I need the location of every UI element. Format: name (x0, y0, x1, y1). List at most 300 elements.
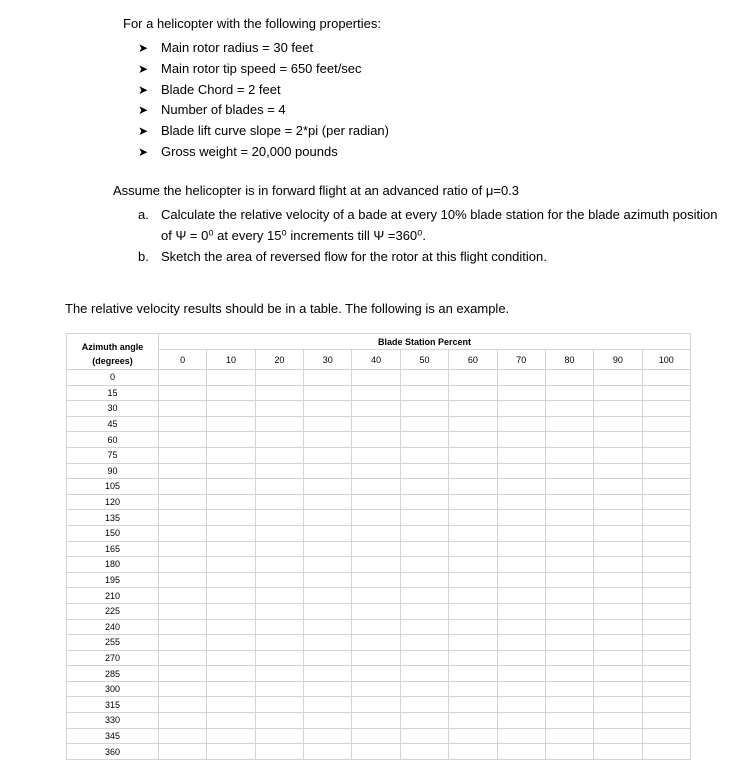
velocity-cell[interactable] (255, 619, 303, 635)
velocity-cell[interactable] (642, 370, 690, 386)
velocity-cell[interactable] (207, 541, 255, 557)
velocity-cell[interactable] (497, 447, 545, 463)
velocity-cell[interactable] (255, 713, 303, 729)
velocity-cell[interactable] (497, 432, 545, 448)
velocity-cell[interactable] (497, 479, 545, 495)
azimuth-cell: 45 (67, 416, 159, 432)
velocity-cell[interactable] (594, 650, 642, 666)
velocity-cell[interactable] (255, 603, 303, 619)
velocity-cell[interactable] (400, 557, 448, 573)
velocity-cell[interactable] (400, 416, 448, 432)
velocity-cell[interactable] (497, 557, 545, 573)
task-item (138, 204, 718, 246)
velocity-cell[interactable] (207, 525, 255, 541)
velocity-cell[interactable] (352, 525, 400, 541)
velocity-cell[interactable] (255, 650, 303, 666)
velocity-cell[interactable] (545, 697, 593, 713)
velocity-cell[interactable] (594, 635, 642, 651)
azimuth-cell: 210 (67, 588, 159, 604)
velocity-cell[interactable] (255, 463, 303, 479)
velocity-cell[interactable] (352, 494, 400, 510)
velocity-cell[interactable] (642, 416, 690, 432)
velocity-cell[interactable] (304, 666, 352, 682)
velocity-cell[interactable] (255, 635, 303, 651)
velocity-cell[interactable] (400, 635, 448, 651)
velocity-cell[interactable] (207, 385, 255, 401)
velocity-cell[interactable] (449, 650, 497, 666)
velocity-cell[interactable] (497, 666, 545, 682)
velocity-cell[interactable] (352, 385, 400, 401)
velocity-cell[interactable] (449, 447, 497, 463)
velocity-cell[interactable] (207, 713, 255, 729)
velocity-cell[interactable] (352, 588, 400, 604)
velocity-cell[interactable] (545, 385, 593, 401)
velocity-cell[interactable] (594, 463, 642, 479)
velocity-cell[interactable] (352, 510, 400, 526)
velocity-cell[interactable] (449, 370, 497, 386)
velocity-cell[interactable] (400, 713, 448, 729)
velocity-cell[interactable] (449, 510, 497, 526)
velocity-cell[interactable] (400, 510, 448, 526)
velocity-cell[interactable] (642, 541, 690, 557)
velocity-cell[interactable] (207, 572, 255, 588)
velocity-cell[interactable] (594, 666, 642, 682)
velocity-cell[interactable] (352, 416, 400, 432)
velocity-cell[interactable] (352, 370, 400, 386)
velocity-cell[interactable] (207, 588, 255, 604)
velocity-cell[interactable] (545, 370, 593, 386)
velocity-cell[interactable] (594, 744, 642, 760)
velocity-cell[interactable] (642, 588, 690, 604)
velocity-cell[interactable] (497, 619, 545, 635)
velocity-cell[interactable] (449, 619, 497, 635)
velocity-cell[interactable] (449, 728, 497, 744)
velocity-cell[interactable] (642, 619, 690, 635)
velocity-cell[interactable] (207, 697, 255, 713)
velocity-cell[interactable] (400, 697, 448, 713)
velocity-cell[interactable] (594, 525, 642, 541)
velocity-cell[interactable] (159, 619, 207, 635)
velocity-cell[interactable] (304, 479, 352, 495)
velocity-cell[interactable] (159, 603, 207, 619)
azimuth-cell: 315 (67, 697, 159, 713)
station-header: 80 (545, 350, 593, 370)
velocity-cell[interactable] (304, 494, 352, 510)
velocity-cell[interactable] (159, 525, 207, 541)
velocity-cell[interactable] (642, 432, 690, 448)
velocity-cell[interactable] (497, 401, 545, 417)
velocity-cell[interactable] (497, 650, 545, 666)
velocity-cell[interactable] (642, 744, 690, 760)
velocity-cell[interactable] (545, 510, 593, 526)
azimuth-cell: 135 (67, 510, 159, 526)
velocity-cell[interactable] (352, 447, 400, 463)
velocity-cell[interactable] (449, 697, 497, 713)
velocity-cell[interactable] (545, 713, 593, 729)
velocity-cell[interactable] (207, 416, 255, 432)
station-header: 70 (497, 350, 545, 370)
velocity-cell[interactable] (159, 728, 207, 744)
velocity-cell[interactable] (255, 588, 303, 604)
velocity-cell[interactable] (352, 713, 400, 729)
velocity-cell[interactable] (642, 510, 690, 526)
velocity-cell[interactable] (449, 432, 497, 448)
velocity-cell[interactable] (255, 494, 303, 510)
velocity-cell[interactable] (255, 479, 303, 495)
velocity-cell[interactable] (304, 385, 352, 401)
velocity-cell[interactable] (449, 713, 497, 729)
velocity-cell[interactable] (304, 681, 352, 697)
velocity-cell[interactable] (400, 463, 448, 479)
velocity-cell[interactable] (400, 370, 448, 386)
velocity-cell[interactable] (159, 479, 207, 495)
velocity-cell[interactable] (255, 744, 303, 760)
velocity-cell[interactable] (594, 479, 642, 495)
velocity-cell[interactable] (497, 525, 545, 541)
velocity-cell[interactable] (449, 744, 497, 760)
velocity-cell[interactable] (255, 728, 303, 744)
velocity-cell[interactable] (497, 463, 545, 479)
velocity-cell[interactable] (255, 525, 303, 541)
velocity-cell[interactable] (255, 541, 303, 557)
velocity-cell[interactable] (642, 572, 690, 588)
velocity-cell[interactable] (304, 697, 352, 713)
velocity-cell[interactable] (497, 385, 545, 401)
velocity-cell[interactable] (159, 635, 207, 651)
velocity-cell[interactable] (449, 681, 497, 697)
velocity-cell[interactable] (255, 681, 303, 697)
velocity-cell[interactable] (545, 588, 593, 604)
task-item (138, 246, 718, 267)
velocity-cell[interactable] (594, 416, 642, 432)
velocity-cell[interactable] (207, 619, 255, 635)
velocity-cell[interactable] (352, 666, 400, 682)
velocity-cell[interactable] (497, 541, 545, 557)
velocity-cell[interactable] (400, 572, 448, 588)
velocity-cell[interactable] (159, 744, 207, 760)
velocity-cell[interactable] (449, 494, 497, 510)
velocity-cell[interactable] (352, 697, 400, 713)
velocity-cell[interactable] (159, 401, 207, 417)
velocity-cell[interactable] (400, 385, 448, 401)
velocity-cell[interactable] (642, 447, 690, 463)
azimuth-cell: 105 (67, 479, 159, 495)
velocity-cell[interactable] (545, 541, 593, 557)
velocity-cell[interactable] (400, 588, 448, 604)
velocity-cell[interactable] (207, 681, 255, 697)
velocity-cell[interactable] (400, 603, 448, 619)
velocity-cell[interactable] (400, 541, 448, 557)
velocity-cell[interactable] (497, 603, 545, 619)
velocity-cell[interactable] (207, 510, 255, 526)
velocity-cell[interactable] (594, 557, 642, 573)
table-row (67, 603, 691, 619)
velocity-cell[interactable] (642, 697, 690, 713)
velocity-cell[interactable] (545, 650, 593, 666)
velocity-cell[interactable] (255, 432, 303, 448)
velocity-cell[interactable] (449, 525, 497, 541)
velocity-cell[interactable] (400, 494, 448, 510)
velocity-cell[interactable] (159, 416, 207, 432)
velocity-cell[interactable] (642, 401, 690, 417)
velocity-cell[interactable] (352, 557, 400, 573)
velocity-cell[interactable] (159, 572, 207, 588)
property-item (138, 100, 389, 121)
table-row (67, 666, 691, 682)
velocity-cell[interactable] (497, 416, 545, 432)
velocity-cell[interactable] (352, 541, 400, 557)
velocity-cell[interactable] (594, 510, 642, 526)
velocity-cell[interactable] (594, 728, 642, 744)
table-row (67, 650, 691, 666)
velocity-cell[interactable] (497, 494, 545, 510)
velocity-cell[interactable] (304, 463, 352, 479)
velocity-cell[interactable] (352, 432, 400, 448)
velocity-cell[interactable] (159, 588, 207, 604)
velocity-cell[interactable] (207, 728, 255, 744)
velocity-cell[interactable] (497, 713, 545, 729)
velocity-cell[interactable] (159, 447, 207, 463)
velocity-cell[interactable] (545, 525, 593, 541)
velocity-cell[interactable] (207, 447, 255, 463)
velocity-cell[interactable] (594, 681, 642, 697)
velocity-cell[interactable] (255, 572, 303, 588)
property-item (138, 38, 389, 59)
velocity-cell[interactable] (449, 588, 497, 604)
velocity-cell[interactable] (207, 479, 255, 495)
velocity-cell[interactable] (352, 728, 400, 744)
velocity-cell[interactable] (497, 635, 545, 651)
velocity-cell[interactable] (207, 650, 255, 666)
velocity-cell[interactable] (449, 416, 497, 432)
velocity-cell[interactable] (304, 744, 352, 760)
task-list (138, 204, 718, 267)
velocity-cell[interactable] (400, 525, 448, 541)
velocity-cell[interactable] (594, 432, 642, 448)
velocity-cell[interactable] (255, 510, 303, 526)
velocity-cell[interactable] (642, 650, 690, 666)
table-row (67, 510, 691, 526)
velocity-cell[interactable] (159, 370, 207, 386)
velocity-cell[interactable] (255, 697, 303, 713)
velocity-cell[interactable] (352, 744, 400, 760)
velocity-cell[interactable] (304, 713, 352, 729)
velocity-cell[interactable] (642, 728, 690, 744)
velocity-cell[interactable] (304, 370, 352, 386)
assumption-text: Assume the helicopter is in forward flight at an advanced ratio of μ=0.3 (113, 183, 520, 198)
velocity-cell[interactable] (207, 370, 255, 386)
velocity-cell[interactable] (497, 572, 545, 588)
velocity-cell[interactable] (207, 744, 255, 760)
velocity-cell[interactable] (207, 432, 255, 448)
velocity-cell[interactable] (159, 666, 207, 682)
velocity-cell[interactable] (642, 463, 690, 479)
velocity-cell[interactable] (497, 370, 545, 386)
velocity-cell[interactable] (545, 463, 593, 479)
velocity-cell[interactable] (545, 635, 593, 651)
velocity-cell[interactable] (352, 619, 400, 635)
velocity-cell[interactable] (159, 432, 207, 448)
velocity-cell[interactable] (255, 416, 303, 432)
velocity-cell[interactable] (449, 635, 497, 651)
velocity-cell[interactable] (207, 463, 255, 479)
velocity-cell[interactable] (255, 557, 303, 573)
velocity-cell[interactable] (159, 463, 207, 479)
velocity-cell[interactable] (497, 744, 545, 760)
velocity-cell[interactable] (642, 557, 690, 573)
velocity-cell[interactable] (545, 744, 593, 760)
velocity-cell[interactable] (642, 713, 690, 729)
velocity-cell[interactable] (449, 385, 497, 401)
velocity-cell[interactable] (594, 619, 642, 635)
velocity-cell[interactable] (400, 479, 448, 495)
velocity-cell[interactable] (159, 541, 207, 557)
velocity-cell[interactable] (497, 681, 545, 697)
velocity-cell[interactable] (545, 479, 593, 495)
table-row (67, 541, 691, 557)
velocity-cell[interactable] (449, 479, 497, 495)
velocity-cell[interactable] (497, 510, 545, 526)
velocity-cell[interactable] (449, 541, 497, 557)
velocity-cell[interactable] (594, 401, 642, 417)
table-row (67, 697, 691, 713)
velocity-cell[interactable] (400, 650, 448, 666)
velocity-cell[interactable] (304, 557, 352, 573)
velocity-cell[interactable] (594, 697, 642, 713)
velocity-cell[interactable] (545, 557, 593, 573)
velocity-cell[interactable] (449, 666, 497, 682)
velocity-cell[interactable] (400, 619, 448, 635)
velocity-cell[interactable] (255, 370, 303, 386)
velocity-cell[interactable] (642, 681, 690, 697)
velocity-cell[interactable] (545, 447, 593, 463)
velocity-cell[interactable] (642, 666, 690, 682)
velocity-cell[interactable] (449, 557, 497, 573)
velocity-cell[interactable] (449, 463, 497, 479)
velocity-cell[interactable] (304, 416, 352, 432)
velocity-cell[interactable] (594, 572, 642, 588)
table-row (67, 447, 691, 463)
velocity-cell[interactable] (545, 603, 593, 619)
velocity-cell[interactable] (545, 494, 593, 510)
velocity-cell[interactable] (400, 401, 448, 417)
velocity-cell[interactable] (207, 666, 255, 682)
velocity-cell[interactable] (255, 666, 303, 682)
velocity-cell[interactable] (400, 447, 448, 463)
velocity-cell[interactable] (400, 681, 448, 697)
velocity-cell[interactable] (304, 447, 352, 463)
velocity-cell[interactable] (304, 728, 352, 744)
velocity-cell[interactable] (642, 635, 690, 651)
velocity-cell[interactable] (255, 385, 303, 401)
velocity-cell[interactable] (255, 401, 303, 417)
velocity-cell[interactable] (545, 416, 593, 432)
station-header: 20 (255, 350, 303, 370)
velocity-cell[interactable] (594, 541, 642, 557)
velocity-cell[interactable] (497, 728, 545, 744)
velocity-cell[interactable] (304, 588, 352, 604)
velocity-cell[interactable] (545, 619, 593, 635)
velocity-cell[interactable] (545, 666, 593, 682)
arrow-bullet-icon: ➤ (138, 144, 149, 159)
velocity-cell[interactable] (207, 557, 255, 573)
velocity-cell[interactable] (449, 603, 497, 619)
velocity-cell[interactable] (207, 401, 255, 417)
velocity-cell[interactable] (400, 728, 448, 744)
velocity-cell[interactable] (642, 479, 690, 495)
velocity-cell[interactable] (594, 494, 642, 510)
velocity-cell[interactable] (545, 572, 593, 588)
velocity-cell[interactable] (497, 697, 545, 713)
velocity-cell[interactable] (304, 525, 352, 541)
velocity-cell[interactable] (352, 650, 400, 666)
velocity-cell[interactable] (400, 432, 448, 448)
velocity-cell[interactable] (207, 635, 255, 651)
velocity-cell[interactable] (159, 697, 207, 713)
velocity-cell[interactable] (594, 713, 642, 729)
velocity-cell[interactable] (304, 432, 352, 448)
velocity-cell[interactable] (642, 385, 690, 401)
velocity-cell[interactable] (642, 494, 690, 510)
velocity-cell[interactable] (352, 635, 400, 651)
velocity-cell[interactable] (159, 681, 207, 697)
velocity-cell[interactable] (352, 603, 400, 619)
azimuth-cell: 285 (67, 666, 159, 682)
velocity-cell[interactable] (642, 525, 690, 541)
velocity-cell[interactable] (449, 572, 497, 588)
velocity-cell[interactable] (159, 557, 207, 573)
velocity-cell[interactable] (594, 385, 642, 401)
velocity-cell[interactable] (594, 370, 642, 386)
velocity-cell[interactable] (304, 572, 352, 588)
azimuth-cell: 240 (67, 619, 159, 635)
velocity-cell[interactable] (304, 401, 352, 417)
velocity-cell[interactable] (207, 603, 255, 619)
velocity-cell[interactable] (255, 447, 303, 463)
velocity-cell[interactable] (304, 619, 352, 635)
velocity-cell[interactable] (159, 510, 207, 526)
velocity-cell[interactable] (304, 541, 352, 557)
velocity-cell[interactable] (497, 588, 545, 604)
velocity-cell[interactable] (545, 401, 593, 417)
velocity-cell[interactable] (352, 572, 400, 588)
velocity-cell[interactable] (352, 401, 400, 417)
velocity-cell[interactable] (545, 432, 593, 448)
velocity-cell[interactable] (304, 650, 352, 666)
velocity-cell[interactable] (159, 650, 207, 666)
property-item (138, 59, 389, 80)
velocity-cell[interactable] (642, 603, 690, 619)
velocity-cell[interactable] (545, 681, 593, 697)
velocity-cell[interactable] (400, 666, 448, 682)
velocity-cell[interactable] (352, 479, 400, 495)
velocity-cell[interactable] (449, 401, 497, 417)
velocity-cell[interactable] (400, 744, 448, 760)
velocity-cell[interactable] (352, 681, 400, 697)
velocity-cell[interactable] (304, 510, 352, 526)
velocity-cell[interactable] (594, 603, 642, 619)
velocity-cell[interactable] (304, 635, 352, 651)
velocity-cell[interactable] (545, 728, 593, 744)
velocity-cell[interactable] (594, 588, 642, 604)
velocity-cell[interactable] (304, 603, 352, 619)
velocity-cell[interactable] (159, 494, 207, 510)
velocity-cell[interactable] (594, 447, 642, 463)
velocity-cell[interactable] (207, 494, 255, 510)
velocity-cell[interactable] (159, 713, 207, 729)
velocity-cell[interactable] (159, 385, 207, 401)
velocity-cell[interactable] (352, 463, 400, 479)
